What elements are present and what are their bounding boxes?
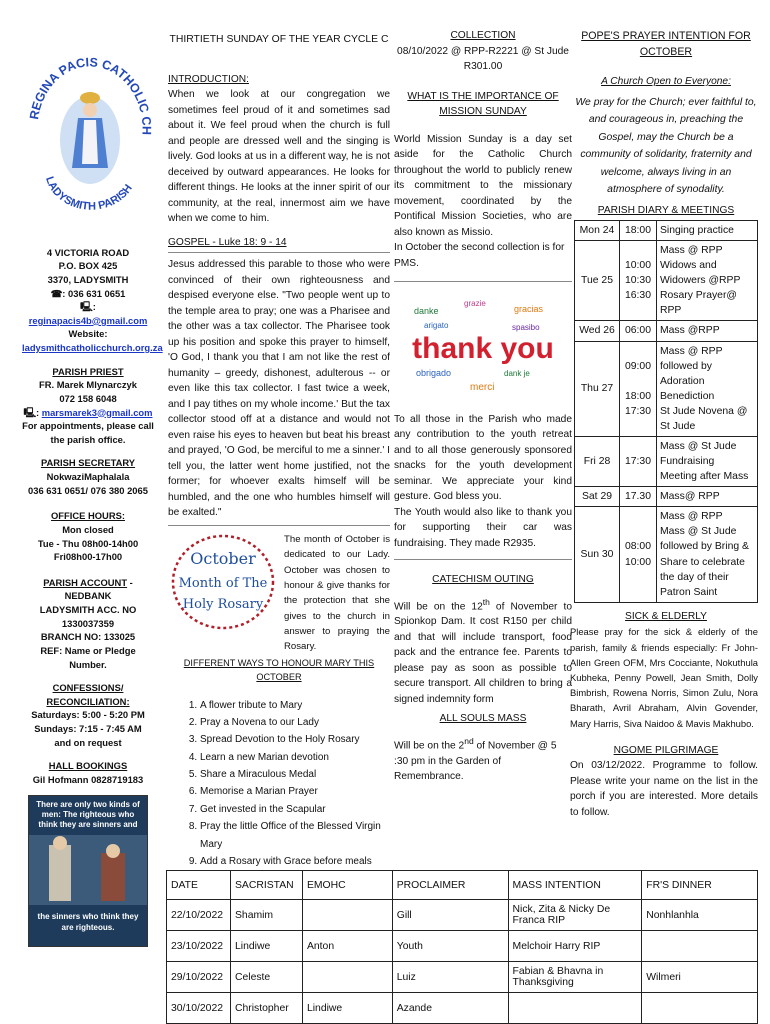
list-item: 4. Learn a new Marian devotion bbox=[200, 749, 390, 766]
diary-event: Mass@ RPP bbox=[657, 487, 758, 507]
mission-collection: In October the second collection is for PMS. bbox=[394, 242, 565, 269]
address-line: 4 VICTORIA ROAD bbox=[46, 246, 130, 258]
parish-phone: 036 631 0651 bbox=[68, 287, 126, 299]
roster-cell: Fabian & Bhavna in Thanksgiving bbox=[508, 962, 642, 993]
roster-header: FR'S DINNER bbox=[642, 871, 758, 900]
roster-cell bbox=[642, 931, 758, 962]
gospel-heading: GOSPEL - Luke 18: 9 - 14 bbox=[168, 236, 287, 248]
account-line: LADYSMITH ACC. NO 1330037359 bbox=[39, 604, 137, 629]
confession-line: and on request bbox=[54, 736, 122, 748]
diary-day: Fri 28 bbox=[575, 437, 620, 487]
account-line: - NEDBANK bbox=[64, 576, 133, 602]
list-item: 2. Pray a Novena to our Lady bbox=[200, 714, 390, 731]
diary-day: Mon 24 bbox=[575, 221, 620, 241]
catechism-heading: CATECHISM OUTING bbox=[432, 574, 534, 585]
diary-time: 17.30 bbox=[620, 487, 657, 507]
account-line: REF: Name or Pledge Number. bbox=[40, 644, 136, 670]
priest-note: For appointments, please call the parish office. bbox=[22, 420, 154, 445]
thankyou-word: merci bbox=[470, 382, 495, 393]
diary-event: Mass @ RPP Mass @ St Jude followed by Bring & Share to celebrate the day of their Patron Saint bbox=[657, 507, 758, 602]
thankyou-word: obrigado bbox=[416, 368, 452, 378]
website-label: Website: bbox=[68, 328, 108, 340]
youth-text: The Youth would also like to thank you for supporting their car was fundraising. They made R2935. bbox=[394, 506, 572, 549]
roster-cell: Nonhlanhla bbox=[642, 900, 758, 931]
rosary-word-2: Month of The bbox=[178, 575, 268, 591]
thank-you-image bbox=[394, 288, 572, 398]
roster-cell: Melchoir Harry RIP bbox=[508, 931, 642, 962]
gospel-text: Jesus addressed this parable to those who were convinced of their own righteousness and despised everyone else. "Two people went up to the temple area to pray; one was a Pharisee and the other was a tax collector. The Pharisee took up his position and spoke this prayer to himself, 'O God, I thank you that I am not like the rest of humanity – greedy, dishonest, adulterous -- or even like this tax collector. I fast twice a week, and I pay tithes on my whole income.' But the tax collector stood off at a distance and would not even raise his eyes to heaven but beat his breast and prayed, 'O God, be merciful to me a sinner.' I tell you, the latter went home justified, not the former; for whoever exalts himself will be humbled, and the one who humbles himself will be exalted." bbox=[168, 259, 390, 519]
parish-logo bbox=[24, 28, 152, 228]
diary-row bbox=[575, 507, 758, 602]
diary-table bbox=[574, 220, 758, 603]
sick-heading: SICK & ELDERLY bbox=[625, 610, 707, 622]
hall-heading: HALL BOOKINGS bbox=[48, 760, 128, 772]
parish-address bbox=[22, 246, 154, 287]
diary-event: Mass @ RPP followed by Adoration Benediction St Jude Novena @ St Jude bbox=[657, 341, 758, 436]
rosary-word-3: Holy Rosary bbox=[182, 596, 264, 612]
account-line: BRANCH NO: 133025 bbox=[40, 631, 136, 643]
roster-cell: Wilmeri bbox=[642, 962, 758, 993]
priest-phone: 072 158 6048 bbox=[59, 392, 117, 404]
list-item: 3. Spread Devotion to the Holy Rosary bbox=[200, 731, 390, 748]
diary-day: Sat 29 bbox=[575, 487, 620, 507]
roster-cell: Lindiwe bbox=[302, 993, 392, 1024]
hall-line: Gil Hofmann 0828719183 bbox=[32, 773, 144, 785]
table-row bbox=[167, 993, 758, 1024]
secretary-name: NokwaziMaphalala bbox=[46, 471, 130, 482]
pope-subtitle: A Church Open to Everyone: bbox=[601, 76, 731, 88]
mission-text: World Mission Sunday is a day set aside for the Catholic Church throughout the world to publicly renew its commitment to the missionary movement, coordinated by the Pontifical Mission Societies, who are also known as Missio. bbox=[394, 133, 572, 238]
roster-cell: Nick, Zita & Nicky De Franca RIP bbox=[508, 900, 642, 931]
thankyou-word: danke bbox=[414, 306, 439, 316]
list-item: 7. Get invested in the Scapular bbox=[200, 801, 390, 818]
pope-text: We pray for the Church; ever faithful to, and courageous in, preaching the Gospel, may the Church be a community of solidarity, fraternity and welcome, always living in an atmosphere of synodality. bbox=[575, 96, 757, 196]
diary-row bbox=[575, 321, 758, 341]
address-line: 3370, LADYSMITH bbox=[47, 273, 129, 285]
intro-heading: INTRODUCTION: bbox=[168, 73, 249, 85]
diary-row bbox=[575, 221, 758, 241]
collection-heading: COLLECTION bbox=[450, 30, 516, 41]
diary-time: 06:00 bbox=[620, 321, 657, 341]
roster-header: EMOHC bbox=[302, 871, 392, 900]
roster-cell: 22/10/2022 bbox=[167, 900, 231, 931]
confession-line: Sundays: 7:15 - 7:45 AM bbox=[34, 723, 142, 734]
pilgrimage-text: On 03/12/2022. Programme to follow. Please write your name on the list in the porch if you are interested. More details to follow. bbox=[570, 760, 758, 818]
diary-day: Tue 25 bbox=[575, 241, 620, 321]
thankyou-word: grazie bbox=[464, 299, 486, 308]
pope-heading: POPE'S PRAYER INTENTION FOR OCTOBER bbox=[581, 30, 751, 59]
office-hours-line: Fri08h00-17h00 bbox=[53, 551, 123, 563]
list-item: 6. Memorise a Marian Prayer bbox=[200, 783, 390, 800]
list-item: 1. A flower tribute to Mary bbox=[200, 697, 390, 714]
thankyou-word: gracias bbox=[514, 304, 544, 314]
diary-row bbox=[575, 487, 758, 507]
diary-heading: PARISH DIARY & MEETINGS bbox=[597, 204, 735, 216]
souls-text: Will be on the 2nd of November @ 5 :30 pm in the Garden of Remembrance. bbox=[394, 735, 557, 783]
parable-poster bbox=[28, 795, 148, 947]
diary-event: Mass @ RPP Widows and Widowers @RPP Rosary Prayer@ RPP bbox=[657, 241, 758, 321]
parish-email[interactable]: reginapacis4b@gmail.com bbox=[28, 314, 148, 326]
priest-email[interactable]: marsmarek3@gmail.com bbox=[41, 406, 153, 418]
roster-cell: Christopher bbox=[230, 993, 302, 1024]
roster-cell bbox=[302, 900, 392, 931]
roster-cell bbox=[508, 993, 642, 1024]
diary-day: Thu 27 bbox=[575, 341, 620, 436]
roster-header: DATE bbox=[167, 871, 231, 900]
roster-header: PROCLAIMER bbox=[392, 871, 508, 900]
thanks-text: To all those in the Parish who made any contribution to the youth retreat and to all those generously sponsored snacks for the youth development seminar. We appreciate your kind gesture. God bless you. bbox=[394, 413, 572, 502]
parish-website[interactable]: ladysmithcatholicchurch.org.za bbox=[22, 342, 163, 353]
diary-day: Sun 30 bbox=[575, 507, 620, 602]
confession-line: Saturdays: 5:00 - 5:20 PM bbox=[31, 709, 145, 721]
phone-icon: ☎ bbox=[50, 287, 63, 299]
rosary-text: The month of October is dedicated to our Lady. October was chosen to honour & give thanks for the protection that she gives to the church in answer to praying the Rosary. bbox=[284, 533, 390, 653]
roster-cell: 30/10/2022 bbox=[167, 993, 231, 1024]
thankyou-word: dank je bbox=[504, 369, 530, 378]
roster-cell: Azande bbox=[392, 993, 508, 1024]
roster-cell: Shamim bbox=[230, 900, 302, 931]
table-row bbox=[167, 931, 758, 962]
catechism-text: Will be on the 12th of November to Spionkop Dam. It cost R150 per child and that will include transport, food pack and the entrance fee. Parents to please pay as soon as possible to secure transport. All children to bring a signed indemnity form bbox=[394, 596, 572, 705]
priest-name: FR. Marek Mlynarczyk bbox=[39, 379, 137, 391]
list-item: 9. Add a Rosary with Grace before meals bbox=[200, 853, 390, 870]
rosary-word-1: October bbox=[190, 548, 256, 568]
ways-list bbox=[168, 697, 390, 871]
secretary-phone: 036 631 0651/ 076 380 2065 bbox=[28, 484, 148, 496]
secretary-heading: PARISH SECRETARY bbox=[40, 457, 136, 469]
sick-text: Please pray for the sick & elderly of the parish, family & friends especially: Fr John-Allen Green OFM, Mrs Cocciante, Nokuthula Kubheka, Penny Powell, Jean Smith, Dolly Bimbrish, Rowena Norris, Simon Zulu, Nora Bharath, Avril Abraham, Alvin Govender, Mary Harris, Siva Naidoo & Mavis Makhubo. bbox=[570, 626, 758, 729]
diary-row bbox=[575, 341, 758, 436]
list-item: 8. Pray the little Office of the Blessed Virgin Mary bbox=[200, 818, 390, 853]
mission-heading: WHAT IS THE IMPORTANCE OF MISSION SUNDAY bbox=[407, 90, 559, 117]
diary-time: 18:00 bbox=[620, 221, 657, 241]
diary-time: 09:00 18:00 17:30 bbox=[620, 341, 657, 436]
diary-event: Singing practice bbox=[657, 221, 758, 241]
roster-cell bbox=[302, 962, 392, 993]
account-heading: PARISH ACCOUNT bbox=[43, 576, 128, 588]
reflection-column bbox=[168, 28, 390, 870]
computer-icon: 🖳 bbox=[80, 301, 93, 313]
collection-line: 08/10/2022 @ RPP-R2221 @ St Jude R301.00 bbox=[397, 45, 569, 72]
roster-cell: Youth bbox=[392, 931, 508, 962]
ways-heading: DIFFERENT WAYS TO HONOUR MARY THIS OCTOBER bbox=[183, 657, 375, 682]
thankyou-main: thank you bbox=[412, 332, 554, 365]
office-hours-line: Tue - Thu 08h00-14h00 bbox=[37, 537, 139, 549]
roster-table bbox=[166, 870, 758, 1024]
table-row bbox=[167, 900, 758, 931]
roster-cell: Luiz bbox=[392, 962, 508, 993]
address-line: P.O. BOX 425 bbox=[58, 260, 118, 272]
intro-text: When we look at our congregation we sometimes feel proud of it and sometimes sad about it. We feel proud when the church is full and people are dressed well and the singing is lively. God looks at us in a different way, he is not deceived by outward appearances. He looks for different things. He looks at the inner spirit of our community, at the real, innermost aim we have when we come to him. bbox=[168, 89, 390, 225]
roster-cell bbox=[642, 993, 758, 1024]
rosary-image bbox=[168, 532, 278, 632]
office-hours-heading: OFFICE HOURS: bbox=[51, 510, 125, 522]
logo-text-bottom: LADYSMITH PARISH bbox=[43, 175, 135, 213]
roster-header: SACRISTAN bbox=[230, 871, 302, 900]
priest-heading: PARISH PRIEST bbox=[52, 365, 124, 377]
roster-header: MASS INTENTION bbox=[508, 871, 642, 900]
list-item: 5. Share a Miraculous Medal bbox=[200, 766, 390, 783]
computer-icon: 🖳 bbox=[23, 406, 36, 418]
diary-event: Mass @RPP bbox=[657, 321, 758, 341]
diary-time: 08:00 10:00 bbox=[620, 507, 657, 602]
confession-heading: CONFESSIONS/ RECONCILIATION: bbox=[46, 682, 130, 707]
roster-cell: Gill bbox=[392, 900, 508, 931]
notices-column bbox=[394, 28, 572, 785]
poster-figures bbox=[29, 835, 147, 905]
diary-time: 10:00 10:30 16:30 bbox=[620, 241, 657, 321]
diary-column bbox=[570, 28, 758, 820]
table-row bbox=[167, 962, 758, 993]
diary-event: Mass @ St Jude Fundraising Meeting after Mass bbox=[657, 437, 758, 487]
parish-sidebar: REGINA PACIS CATHOLIC LADYSMITH PARISH 4 VICTORIA ROAD P.O. BOX 425 3370, LADYSMITH ☎: 036 631 0651 🖳: reginapacis4b@gmail.com Website: ladysmithcatholicchurch.org.za PARISH PRIEST FR. Marek Mlynarczyk 072 158 6048 🖳: marsmarek3@gmail.com For appointments, please call the parish office. PARISH SECRETARY NokwaziMaphalala 036 631 0651/ 076 380 2065 OFFICE HOURS: Mon closed Tue - Thu 08h00-14h00 Fri08h00-17h00 PARISH ACCOUNT - NEDBANK LADYSMITH ACC. NO 1330037359 BRANCH NO: 133025 REF: Name or Pledge Number. CONFESSIONS/ RECONCILIATION: Saturdays: 5:00 - 5:20 PM Sundays: 7:15 - 7:45 AM and on request HALL BOOKINGS Gil Hofmann 0828719183 There are only two kinds of men: The righteous who think they are sinners and the sinners who think they are righteous. bbox=[22, 28, 154, 947]
diary-time: 17:30 bbox=[620, 437, 657, 487]
thankyou-word: spasibo bbox=[512, 323, 540, 332]
diary-day: Wed 26 bbox=[575, 321, 620, 341]
thankyou-word: arigato bbox=[424, 321, 449, 330]
poster-bottom-text: the sinners who think they are righteous. bbox=[37, 912, 139, 932]
diary-row bbox=[575, 437, 758, 487]
liturgy-title: THIRTIETH SUNDAY OF THE YEAR CYCLE C bbox=[169, 34, 389, 45]
roster-cell: Celeste bbox=[230, 962, 302, 993]
roster-cell: 23/10/2022 bbox=[167, 931, 231, 962]
roster-cell: Lindiwe bbox=[230, 931, 302, 962]
diary-row bbox=[575, 241, 758, 321]
roster-cell: 29/10/2022 bbox=[167, 962, 231, 993]
office-hours-line: Mon closed bbox=[62, 523, 114, 535]
souls-heading: ALL SOULS MASS bbox=[439, 713, 527, 725]
logo-text-top: REGINA PACIS CATHOLIC bbox=[27, 55, 152, 121]
roster-cell: Anton bbox=[302, 931, 392, 962]
poster-top-text: There are only two kinds of men: The righteous who think they are sinners and bbox=[36, 799, 140, 830]
pilgrimage-heading: NGOME PILGRIMAGE bbox=[613, 744, 719, 756]
